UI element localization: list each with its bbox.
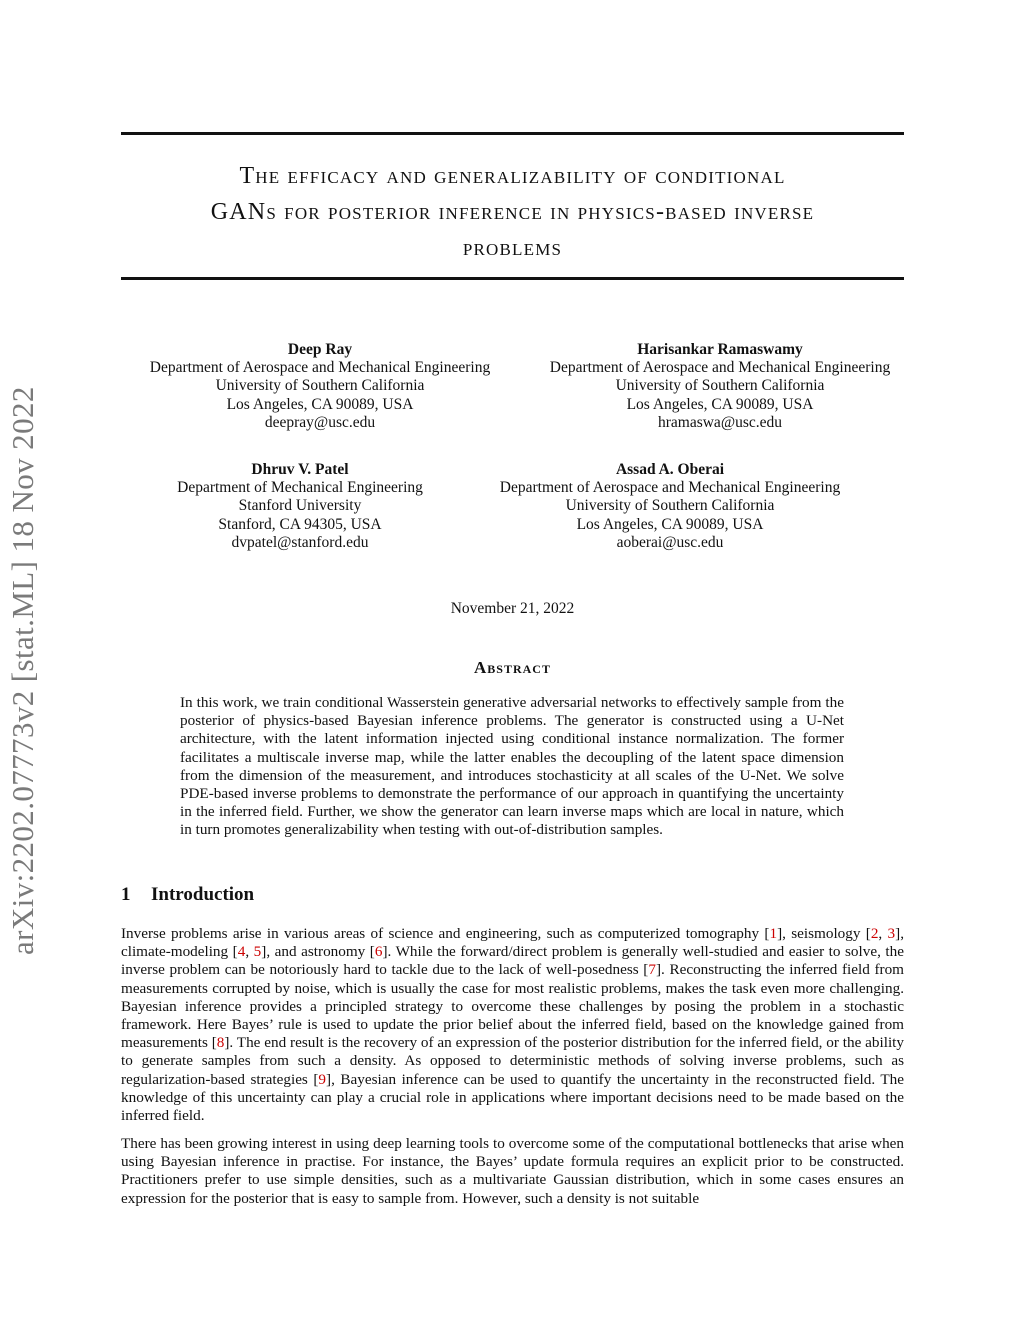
author-email: hramaswa@usc.edu — [657, 413, 783, 431]
title-line-2: GANs for posterior inference in physics-based inverse — [210, 199, 815, 225]
paragraph-text: ], seismology [ — [777, 925, 871, 942]
author-location: Stanford, CA 94305, USA — [218, 515, 382, 533]
paragraph-text: , — [245, 943, 254, 961]
section-title: Introduction — [151, 884, 255, 905]
author-name: Assad A. Oberai — [615, 461, 725, 478]
title-bottom-rule — [121, 277, 904, 280]
paragraph-text: ], climate-modeling [ — [121, 925, 904, 961]
author-location: Los Angeles, CA 90089, USA — [626, 395, 814, 413]
citation-link[interactable]: 4 — [237, 943, 246, 961]
author-block-harisankar-ramaswamy — [520, 341, 920, 432]
intro-paragraph-2: There has been growing interest in using deep learning tools to overcome some of the computational bottlenecks that arise when using Bayesian inference in practise. For instance, the Bayes’ update formula requires an explicit prior to be constructed. Practitioners prefer to use simple densities, such as a multivariate Gaussian distribution, which in some cases ensures an expression for the posterior that is easy to sample from. However, such a density is not suitable — [121, 1135, 904, 1207]
paragraph-text: ], Bayesian inference can be used to quantify the uncertainty in the reconstructed field. The knowledge of this uncertainty can play a crucial role in applications where important decisions need to be made based on the inferred field. — [121, 1070, 904, 1125]
section-heading-introduction — [121, 884, 254, 906]
citation-link[interactable]: 2 — [870, 925, 879, 942]
author-department: Department of Aerospace and Mechanical Engineering — [499, 479, 841, 497]
author-email: aoberai@usc.edu — [616, 533, 724, 551]
paragraph-text: ]. The end result is the recovery of an expression of the posterior distribution for the inferred field, or the ability to generate samples from such a density. As opposed to deterministic methods of solving inverse problems, such as regularization-based strategies [ — [121, 1034, 904, 1088]
citation-link[interactable]: 1 — [769, 925, 778, 942]
paper-date: November 21, 2022 — [450, 600, 575, 617]
author-department: Department of Aerospace and Mechanical Engineering — [149, 359, 491, 377]
citation-link[interactable]: 3 — [887, 925, 896, 942]
author-institution: University of Southern California — [565, 497, 775, 515]
paragraph-text: ]. Reconstructing the inferred field from measurements corrupted by noise, which is usually the case for most realistic problems, makes the task even more challenging. Bayesian inference provides a principled strategy to overcome these challenges by posing the problem in a stochastic framework. Here Bayes’ rule is used to update the prior belief about the inferred field, based on the knowledge gained from measurements [ — [121, 961, 904, 1052]
author-institution: Stanford University — [238, 497, 362, 515]
title-line-3: problems — [462, 235, 563, 261]
author-name: Dhruv V. Patel — [251, 461, 349, 478]
author-name: Deep Ray — [287, 341, 353, 358]
arxiv-identifier-stamp: arXiv:2202.07773v2 [stat.ML] 18 Nov 2022 — [5, 386, 40, 955]
author-institution: University of Southern California — [615, 377, 825, 395]
citation-link[interactable]: 6 — [374, 943, 383, 961]
citation-link[interactable]: 7 — [648, 961, 656, 979]
author-email: dvpatel@stanford.edu — [231, 533, 369, 551]
citation-link[interactable]: 8 — [216, 1034, 225, 1052]
paragraph-text: ], and astronomy [ — [261, 943, 375, 961]
author-block-deep-ray — [110, 341, 530, 432]
paragraph-text: Inverse problems arise in various areas of science and engineering, such as computerized tomography [ — [121, 925, 770, 942]
title-top-rule — [121, 132, 904, 135]
author-department: Department of Aerospace and Mechanical Engineering — [549, 359, 891, 377]
intro-paragraph-1 — [121, 925, 904, 1125]
author-location: Los Angeles, CA 90089, USA — [226, 395, 414, 413]
author-block-assad-oberai — [470, 461, 870, 552]
section-number: 1 — [121, 884, 131, 905]
citation-link[interactable]: 9 — [318, 1070, 327, 1088]
title-line-1: The efficacy and generalizability of conditional — [239, 163, 786, 189]
author-location: Los Angeles, CA 90089, USA — [576, 515, 764, 533]
abstract-heading: Abstract — [474, 658, 551, 677]
paragraph-text: ]. While the forward/direct problem is generally well-studied and easier to solve, the inverse problem can be notoriously hard to tackle due to the lack of well-posedness [ — [121, 943, 904, 979]
author-department: Department of Mechanical Engineering — [177, 479, 423, 497]
author-institution: University of Southern California — [215, 377, 425, 395]
paragraph-text: , — [878, 925, 888, 942]
citation-link[interactable]: 5 — [253, 943, 262, 961]
author-name: Harisankar Ramaswamy — [637, 341, 803, 358]
author-email: deepray@usc.edu — [264, 413, 376, 431]
abstract-text: In this work, we train conditional Wasserstein generative adversarial networks to effectively sample from the posterior of physics-based Bayesian inference problems. The generator is constructed using a U-Net architecture, with the latent information injected using conditional instance normalization. The former facilitates a multiscale inverse map, while the latter enables the decoupling of the latent space dimension from the dimension of the measurement, and introduces stochasticity at all scales of the U-Net. We solve PDE-based inverse problems to demonstrate the performance of our approach in quantifying the uncertainty in the inferred field. Further, we show the generator can learn inverse maps which are local in nature, which in turn promotes generalizability when testing with out-of-distribution samples. — [180, 694, 844, 839]
paper-title — [121, 158, 904, 266]
author-block-dhruv-patel — [110, 461, 490, 552]
